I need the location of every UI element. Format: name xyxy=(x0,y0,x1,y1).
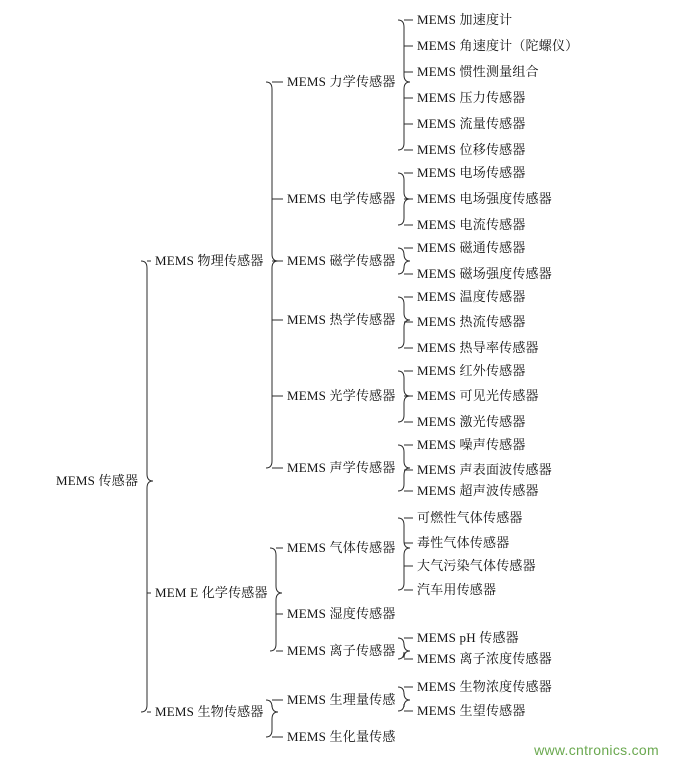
subbranch-label-1-2: MEMS 离子传感器 xyxy=(287,643,396,658)
tree-root-label: MEMS 传感器 xyxy=(56,473,139,488)
leaf-label-0-5-0: MEMS 噪声传感器 xyxy=(417,437,526,452)
leaf-label-0-1-1: MEMS 电场强度传感器 xyxy=(417,191,552,206)
leaf-label-0-0-1: MEMS 角速度计（陀螺仪） xyxy=(417,38,579,53)
leaf-label-2-0-1: MEMS 生望传感器 xyxy=(417,703,526,718)
subbranch-label-1-0: MEMS 气体传感器 xyxy=(287,540,396,555)
leaf-label-1-0-0: 可燃性气体传感器 xyxy=(417,510,523,525)
leaf-label-0-1-2: MEMS 电流传感器 xyxy=(417,217,526,232)
leaf-label-0-0-4: MEMS 流量传感器 xyxy=(417,116,526,131)
leaf-label-0-0-3: MEMS 压力传感器 xyxy=(417,90,526,105)
leaf-label-1-0-2: 大气污染气体传感器 xyxy=(417,558,536,573)
subbranch-label-2-1: MEMS 生化量传感 xyxy=(287,729,396,744)
leaf-label-2-0-0: MEMS 生物浓度传感器 xyxy=(417,679,552,694)
subbranch-label-2-0: MEMS 生理量传感 xyxy=(287,692,396,707)
subbranch-label-0-3: MEMS 热学传感器 xyxy=(287,312,396,327)
branch-label-2: MEMS 生物传感器 xyxy=(155,704,264,719)
leaf-label-0-2-1: MEMS 磁场强度传感器 xyxy=(417,266,552,281)
leaf-label-0-3-1: MEMS 热流传感器 xyxy=(417,314,526,329)
leaf-label-0-1-0: MEMS 电场传感器 xyxy=(417,165,526,180)
leaf-label-1-2-1: MEMS 离子浓度传感器 xyxy=(417,651,552,666)
leaf-label-0-3-2: MEMS 热导率传感器 xyxy=(417,340,539,355)
leaf-label-0-4-2: MEMS 激光传感器 xyxy=(417,414,526,429)
watermark: www.cntronics.com xyxy=(534,742,659,758)
leaf-label-1-2-0: MEMS pH 传感器 xyxy=(417,630,519,645)
subbranch-label-0-2: MEMS 磁学传感器 xyxy=(287,253,396,268)
subbranch-label-0-5: MEMS 声学传感器 xyxy=(287,460,396,475)
leaf-label-0-3-0: MEMS 温度传感器 xyxy=(417,289,526,304)
leaf-label-0-2-0: MEMS 磁通传感器 xyxy=(417,240,526,255)
leaf-label-0-4-0: MEMS 红外传感器 xyxy=(417,363,526,378)
leaf-label-0-4-1: MEMS 可见光传感器 xyxy=(417,388,539,403)
subbranch-label-0-4: MEMS 光学传感器 xyxy=(287,388,396,403)
leaf-label-0-0-0: MEMS 加速度计 xyxy=(417,12,513,27)
subbranch-label-0-0: MEMS 力学传感器 xyxy=(287,74,396,89)
leaf-label-0-5-1: MEMS 声表面波传感器 xyxy=(417,462,552,477)
branch-label-1: MEM E 化学传感器 xyxy=(155,585,268,600)
leaf-label-1-0-1: 毒性气体传感器 xyxy=(417,535,510,550)
branch-label-0: MEMS 物理传感器 xyxy=(155,253,264,268)
subbranch-label-1-1: MEMS 湿度传感器 xyxy=(287,606,396,621)
subbranch-label-0-1: MEMS 电学传感器 xyxy=(287,191,396,206)
leaf-label-0-5-2: MEMS 超声波传感器 xyxy=(417,483,539,498)
leaf-label-0-0-2: MEMS 惯性测量组合 xyxy=(417,64,539,79)
leaf-label-1-0-3: 汽车用传感器 xyxy=(417,582,497,597)
leaf-label-0-0-5: MEMS 位移传感器 xyxy=(417,142,526,157)
